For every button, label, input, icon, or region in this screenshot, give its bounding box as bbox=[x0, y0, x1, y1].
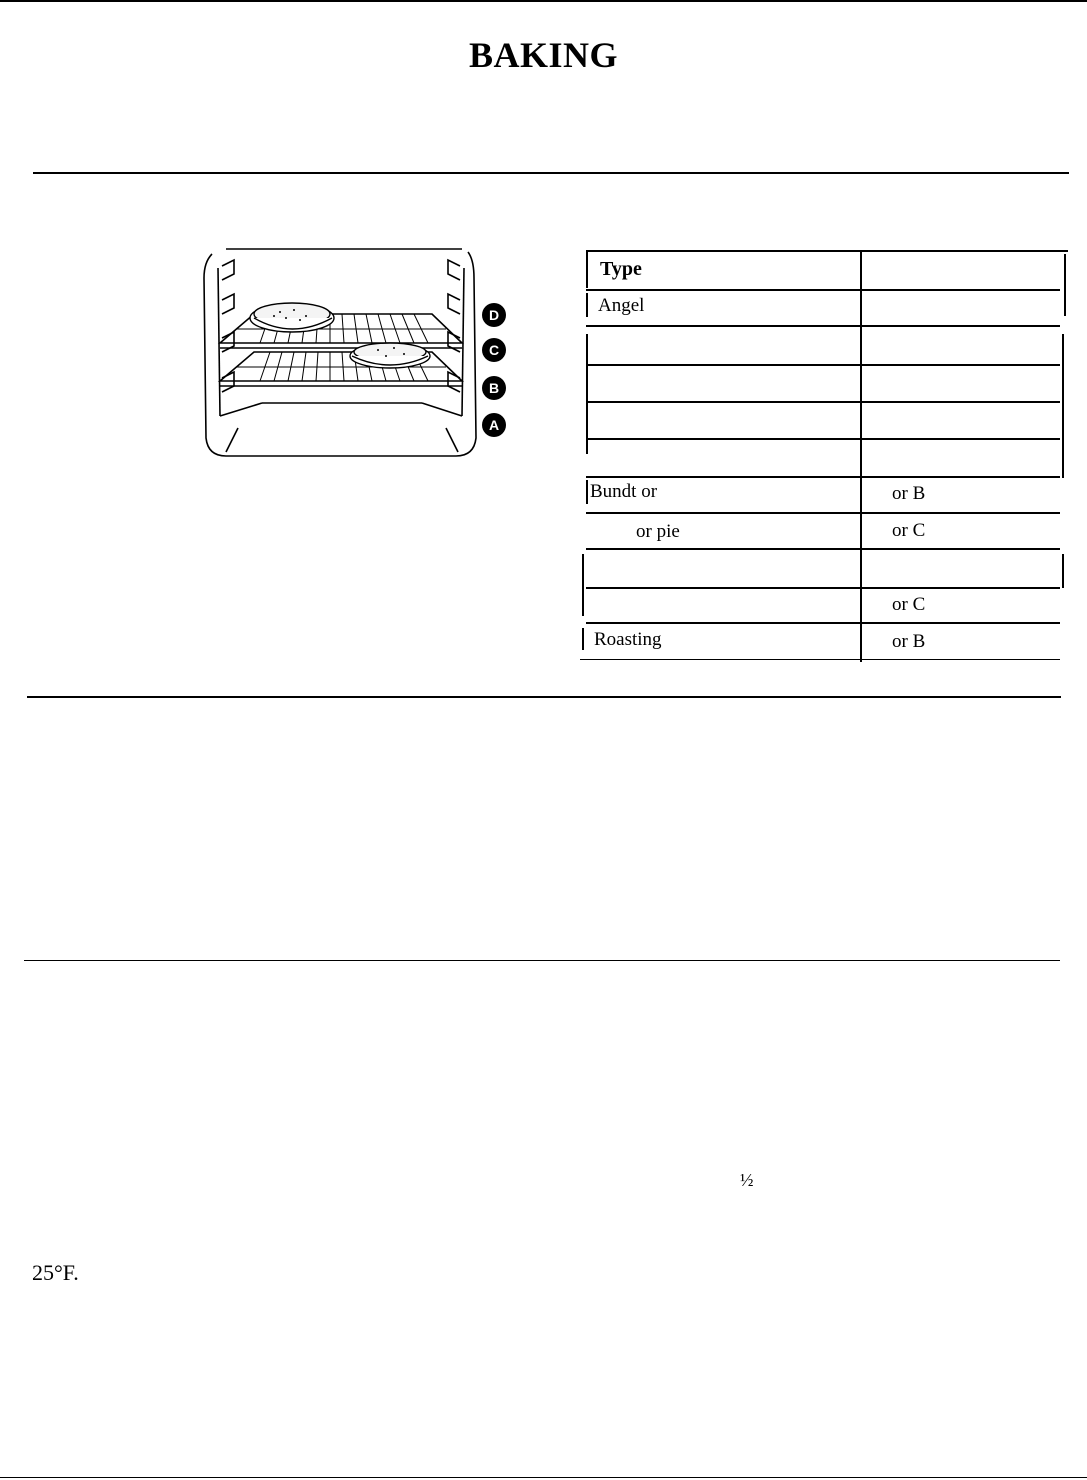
svg-text:A: A bbox=[488, 417, 500, 433]
table-right-border bbox=[1062, 334, 1064, 478]
table-rule bbox=[586, 401, 1060, 403]
table-row-type: Angel bbox=[598, 295, 645, 316]
table-row-type: Roasting bbox=[594, 629, 662, 650]
rack-position-b-badge bbox=[482, 376, 506, 400]
table-rule bbox=[586, 438, 1060, 440]
table-right-border bbox=[1062, 554, 1064, 588]
rack-position-d-badge bbox=[482, 303, 506, 327]
table-rule bbox=[586, 548, 1060, 550]
table-column-divider bbox=[860, 250, 862, 662]
table-rule bbox=[586, 476, 1060, 478]
table-left-border bbox=[586, 334, 588, 454]
svg-text:D: D bbox=[488, 307, 500, 323]
table-row-type: or pie bbox=[636, 521, 680, 542]
svg-text:C: C bbox=[488, 342, 500, 358]
top-border-rule bbox=[0, 0, 1087, 2]
temperature-text: 25°F. bbox=[32, 1260, 79, 1285]
table-rule bbox=[586, 512, 1060, 514]
rack-position-c-badge bbox=[482, 338, 506, 362]
section-divider-2 bbox=[27, 696, 1061, 698]
table-row-position: or C bbox=[892, 594, 926, 615]
table-rule bbox=[586, 325, 1060, 327]
table-right-border bbox=[1064, 254, 1066, 316]
oven-rack-illustration bbox=[190, 238, 530, 470]
bottom-border-rule bbox=[0, 1477, 1087, 1478]
table-row-position: or B bbox=[892, 483, 926, 504]
table-rule bbox=[580, 659, 1060, 660]
table-rule bbox=[586, 622, 1060, 624]
table-left-border bbox=[582, 554, 584, 616]
rack-position-table bbox=[578, 250, 1068, 662]
table-left-border bbox=[586, 293, 588, 317]
table-header-type: Type bbox=[600, 258, 642, 280]
table-left-border bbox=[582, 628, 584, 650]
fraction-half: ½ bbox=[740, 1170, 754, 1190]
table-rule bbox=[586, 289, 1060, 291]
table-row-type: Bundt or bbox=[590, 481, 658, 502]
page-title: BAKING bbox=[468, 35, 619, 75]
table-rule bbox=[586, 364, 1060, 366]
table-left-border bbox=[586, 480, 588, 504]
section-divider-3 bbox=[24, 960, 1060, 961]
section-divider-1 bbox=[33, 172, 1069, 174]
rack-position-a-badge bbox=[482, 413, 506, 437]
table-row-position: or C bbox=[892, 520, 926, 541]
svg-text:B: B bbox=[488, 380, 500, 396]
table-left-border bbox=[586, 250, 588, 288]
table-rule bbox=[586, 587, 1060, 589]
table-rule bbox=[586, 250, 1068, 252]
table-row-position: or B bbox=[892, 631, 926, 652]
